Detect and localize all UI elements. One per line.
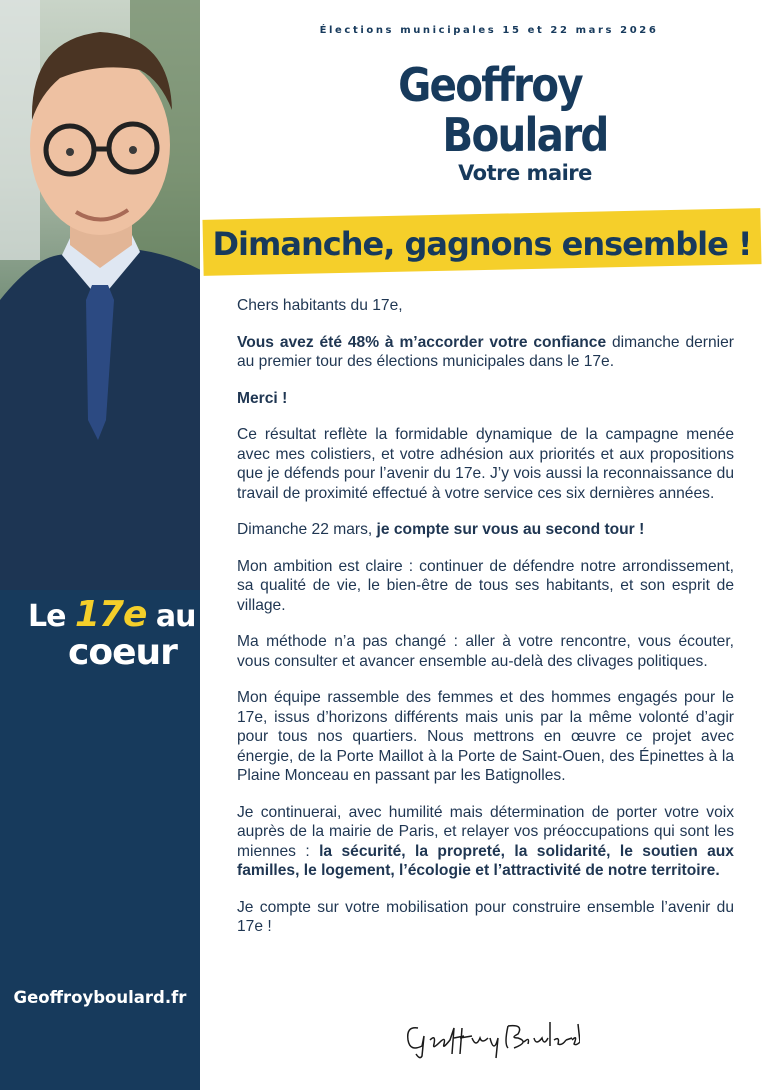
left-sidebar [0, 0, 200, 1090]
letter-paragraph: Ce résultat reflète la formidable dynamique de la campagne menée avec mes colistiers, et votre adhésion aux priorités et aux propositions que je défends pour l’avenir du 17e. J’y vois aussi la reconnaissance du travail de proximité effectué à votre service ces six dernières années. [237, 426, 734, 502]
election-date: Élections municipales 15 et 22 mars 2026 [319, 25, 659, 36]
letter-bold-text: Merci ! [237, 389, 288, 407]
website-link[interactable]: Geoffroyboulard.fr [13, 988, 187, 1007]
letter-paragraph: Mon ambition est claire : continuer de défendre notre arrondissement, sa qualité de vie, le bien-être de tous ses habitants, et son esprit de village. [237, 557, 734, 614]
banner-headline: Dimanche, gagnons ensemble ! [212, 225, 752, 263]
letter-text: Je continuerai, avec humilité mais détermination de porter votre voix auprès de la mairie de Paris, et relayer vos préoccupations qui sont les miennes : [237, 803, 734, 860]
slogan-le: Le [28, 599, 66, 634]
candidate-name-block [330, 60, 650, 186]
letter-greeting: Chers habitants du 17e, [237, 297, 403, 314]
slogan-coeur: coeur [68, 632, 177, 673]
portrait-illustration [0, 0, 200, 590]
letter-body [237, 296, 734, 954]
letter-thanks [237, 389, 734, 409]
candidate-first-name: Geoffroy [398, 58, 582, 112]
letter-paragraph: Mon équipe rassemble des femmes et des hommes engagés pour le 17e, issus d’horizons différents mais unis par la même volonté d’agir pour tous nos quartiers. Nous mettrons en œuvre ce projet avec énergie, de la Porte Maillot à la Porte de Saint-Ouen, des Épinettes à la Plaine Monceau en passant par les Batignolles. [237, 689, 734, 784]
candidate-portrait [0, 0, 200, 590]
letter-paragraph: Ma méthode n’a pas changé : aller à votre rencontre, vous écouter, vous consulter et avancer ensemble au-delà des clivages politiques. [237, 633, 734, 670]
candidate-role: Votre maire [458, 161, 592, 185]
letter-bold-text: je compte sur vous au second tour ! [376, 521, 645, 538]
letter-text: dimanche dernier au premier tour des élections municipales dans le 17e. [237, 333, 734, 370]
letter-bold-text: la sécurité, la propreté, la solidarité, le soutien aux familles, le logement, l’écologie et l’attractivité de notre territoire. [237, 842, 734, 879]
letter-paragraph [237, 803, 734, 881]
signature [400, 1014, 580, 1060]
slogan-au: au [155, 599, 196, 634]
candidate-last-name: Boulard [442, 108, 608, 162]
letter-paragraph [237, 520, 734, 540]
letter-text: Dimanche 22 mars, [237, 521, 377, 538]
letter-bold-text: Vous avez été 48% à m’accorder votre confiance [237, 333, 607, 351]
slogan [28, 594, 198, 673]
slogan-number: 17e [74, 594, 147, 635]
letter-paragraph: Je compte sur votre mobilisation pour construire ensemble l’avenir du 17e ! [237, 898, 734, 935]
letter-paragraph [237, 333, 734, 372]
